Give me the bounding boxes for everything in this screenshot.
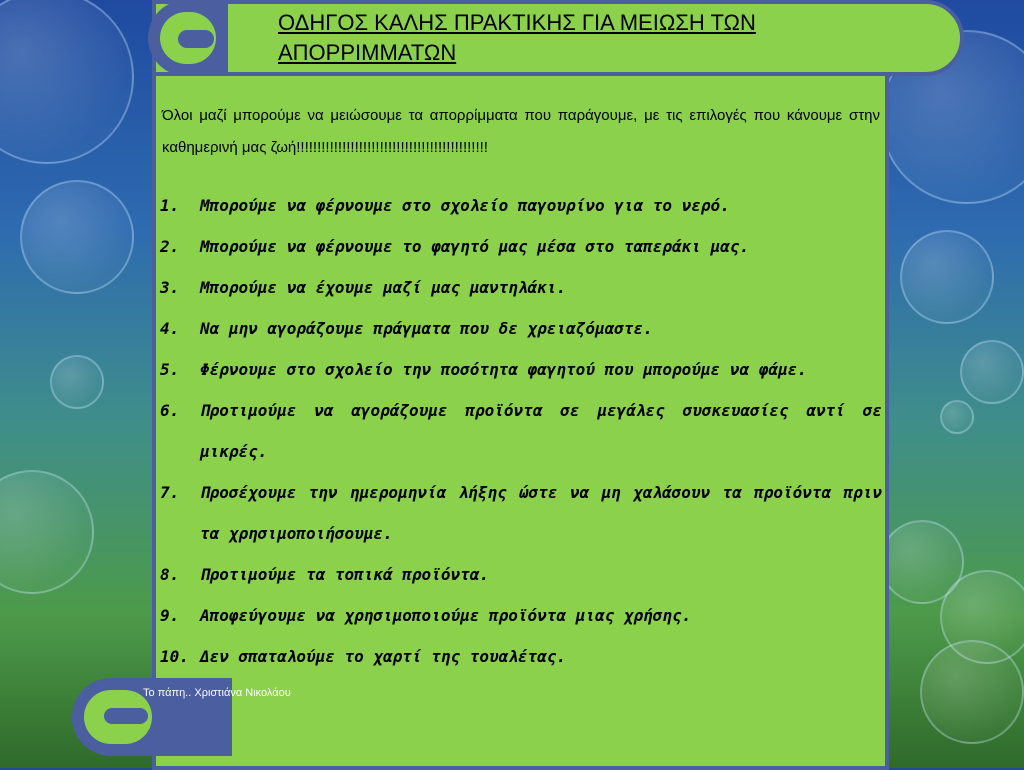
list-number: 1. bbox=[160, 196, 180, 215]
list-text: Προτιμούμε να αγοράζουμε προϊόντα σε μεγάλες συσκευασίες αντί σε μικρές. bbox=[200, 401, 882, 461]
list-text: Προτιμούμε τα τοπικά προϊόντα. bbox=[200, 565, 489, 584]
scroll-curl-top-hole bbox=[178, 30, 214, 48]
list-item bbox=[160, 595, 882, 636]
list-item bbox=[160, 267, 882, 308]
list-text: Αποφεύγουμε να χρησιμοποιούμε προϊόντα μιας χρήσης. bbox=[200, 606, 692, 625]
list-item bbox=[160, 554, 882, 595]
decorative-bubble bbox=[940, 400, 974, 434]
list-text: Προσέχουμε την ημερομηνία λήξης ώστε να μη χαλάσουν τα προϊόντα πριν τα χρησιμοποιήσουμε. bbox=[200, 483, 882, 543]
decorative-bubble bbox=[0, 0, 134, 164]
decorative-bubble bbox=[960, 340, 1024, 404]
list-text: Μπορούμε να φέρνουμε στο σχολείο παγουρίνο για το νερό. bbox=[200, 196, 730, 215]
intro-paragraph: Όλοι μαζί μπορούμε να μειώσουμε τα απορρίμματα που παράγουμε, με τις επιλογές που κάνουμε στην καθημερινή μας ζωή!!!!!!!!!!!!!!!!!!!!!!!!!!!!!!!!!!!!!!!!!!!!!! bbox=[162, 107, 880, 156]
decorative-bubble bbox=[20, 180, 134, 294]
list-text: Να μην αγοράζουμε πράγματα που δε χρειαζόμαστε. bbox=[200, 319, 653, 338]
list-number: 4. bbox=[160, 319, 180, 338]
list-number: 5. bbox=[160, 360, 180, 379]
footer-credit: Το πάπη.. Χριστιάνα Νικολάου bbox=[143, 687, 291, 699]
list-text: Μπορούμε να έχουμε μαζί μας μαντηλάκι. bbox=[200, 278, 567, 297]
list-number: 6. bbox=[160, 401, 180, 420]
list-item bbox=[160, 636, 882, 677]
list-text: Δεν σπαταλούμε το χαρτί της τουαλέτας. bbox=[200, 647, 567, 666]
scroll-curl-bottom-hole bbox=[104, 708, 148, 724]
decorative-bubble bbox=[900, 230, 994, 324]
list-number: 10. bbox=[160, 647, 189, 666]
list-item bbox=[160, 472, 882, 554]
list-number: 7. bbox=[160, 483, 180, 502]
list-number: 2. bbox=[160, 237, 180, 256]
list-text: Μπορούμε να φέρνουμε το φαγητό μας μέσα στο ταπεράκι μας. bbox=[200, 237, 750, 256]
list-text: Φέρνουμε στο σχολείο την ποσότητα φαγητού που μπορούμε να φάμε. bbox=[200, 360, 807, 379]
page-title: ΟΔΗΓΟΣ ΚΑΛΗΣ ΠΡΑΚΤΙΚΗΣ ΓΙΑ ΜΕΙΩΣΗ ΤΩΝ ΑΠΟΡΡΙΜΜΑΤΩΝ bbox=[278, 10, 756, 65]
list-item bbox=[160, 185, 882, 226]
rules-list bbox=[160, 185, 882, 677]
list-item bbox=[160, 226, 882, 267]
list-item bbox=[160, 308, 882, 349]
list-item bbox=[160, 349, 882, 390]
decorative-bubble bbox=[50, 355, 104, 409]
list-number: 8. bbox=[160, 565, 180, 584]
list-item bbox=[160, 390, 882, 472]
list-number: 3. bbox=[160, 278, 180, 297]
decorative-bubble bbox=[920, 640, 1024, 744]
decorative-bubble bbox=[0, 470, 94, 594]
list-number: 9. bbox=[160, 606, 180, 625]
